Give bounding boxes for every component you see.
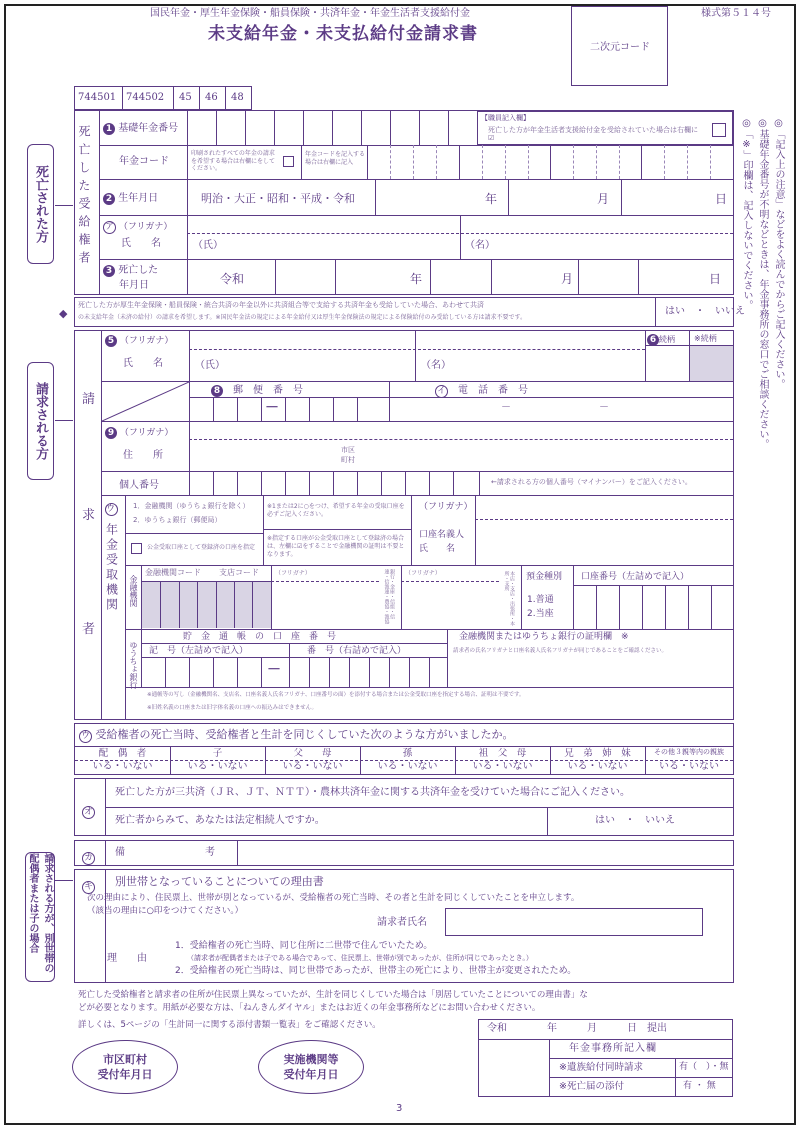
code-1: 744501 — [78, 92, 117, 103]
death-year-unit: 年 — [410, 272, 423, 286]
mutual-aid-section-2 — [74, 778, 734, 836]
reason-2[interactable]: 2．受給権者の死亡当時は、同じ世帯であったが、世帯主の死亡により、世帯主が変更されたため。 — [175, 966, 577, 976]
death-date-cells[interactable] — [275, 259, 733, 294]
agency-receipt-stamp: 実施機関等 受付年月日 — [258, 1040, 364, 1094]
account-no-cells[interactable] — [573, 585, 733, 629]
branch-name-field[interactable] — [401, 581, 499, 629]
certification-field[interactable] — [447, 643, 733, 687]
deceased-section — [74, 110, 734, 295]
program-line: 国民年金・厚生年金保険・船員保険・共済年金・年金生活者支援給付金 — [150, 8, 470, 19]
death-day-unit: 日 — [709, 272, 722, 286]
city-receipt-stamp: 市区町村 受付年月日 — [72, 1040, 178, 1094]
kigo-label: 記 号（左詰めで記入） — [149, 646, 249, 656]
claimant-label-2: 求 — [82, 508, 96, 523]
city-label-2: 町村 — [341, 456, 355, 464]
code-5: 48 — [231, 92, 244, 103]
footer-note-2: どが必要となります。用紙が必要な方は、「ねんきんダイヤル」またはお近くの年金事務所などにお問い合わせください。 — [78, 1003, 541, 1013]
family-choice-1[interactable]: いる・いない — [187, 761, 248, 772]
mutual2-q2: 死亡者からみて、あなたは法定相続人ですか。 — [115, 815, 325, 826]
mutual-aid-row — [74, 297, 745, 327]
separate-line-2: （該当の理由に○印をつけてください。） — [87, 906, 244, 916]
office-box — [478, 1019, 733, 1097]
side-note-3: ◎「※」印欄は、記入しないでください。 — [741, 118, 752, 310]
footer-note-3: 詳しくは、5ページの「生計同一に関する添付書類一覧表」をご確認ください。 — [78, 1020, 381, 1030]
certification-label: 金融機関またはゆうちょ銀行の証明欄 ※ — [459, 632, 629, 642]
submission-date[interactable]: 令和 年 月 日 提出 — [487, 1023, 667, 1034]
remarks-num: カ — [83, 853, 93, 863]
claimant-label-3: 者 — [82, 622, 96, 637]
bank-note-2: ※指定する口座が公金受取口座として登録済の場合は、左欄に☑をすることで金融機関の証明は不要となります。 — [267, 535, 405, 558]
public-account-checkbox[interactable] — [131, 543, 142, 554]
branch-code-label: 支店コード — [219, 568, 259, 577]
remarks-row — [74, 840, 734, 866]
death-label: 3 死亡した — [103, 265, 158, 277]
certification-note: 請求者の氏名フリガナと口座名義人氏名フリガナが同じであることをご確認ください。 — [453, 648, 667, 654]
death-month-unit: 月 — [561, 272, 574, 286]
birth-eras: 明治・大正・昭和・平成・令和 — [201, 192, 355, 205]
death-notice-choice[interactable]: 有 ・ 無 — [683, 1081, 716, 1091]
family-choice-4[interactable]: いる・いない — [472, 761, 533, 772]
death-era: 令和 — [220, 272, 245, 286]
mutual-text-2: の未支給年金（未済の給付）の請求を希望します。※国民年金法の規定による年金給付又は厚生年金保険法の規定による保険給付のみ受給している方は請求不要です。 — [78, 314, 527, 321]
deceased-given-name: （名） — [465, 240, 495, 251]
claimant-given-name: （名） — [421, 360, 451, 371]
claimant-name-label: 氏 名 — [123, 358, 163, 369]
relationship-field[interactable] — [646, 346, 689, 381]
family-grid — [75, 746, 733, 774]
code-3: 45 — [179, 92, 192, 103]
name-furigana-label: ア （フリガナ） — [104, 222, 173, 232]
staff-checkbox[interactable] — [712, 123, 726, 137]
birth-date-cells[interactable] — [375, 179, 733, 215]
mynumber-cells[interactable] — [189, 471, 479, 495]
relationship-mark: ※続柄 — [694, 334, 717, 343]
deceased-surname: （氏） — [193, 240, 223, 251]
diamond-icon: ◆ — [59, 307, 68, 320]
side-note-2: ◎基礎年金番号が不明などときは、年金事務所の窓口でご相談ください。 — [757, 118, 768, 449]
code-row — [74, 86, 252, 110]
family-col-1: 子 — [212, 748, 223, 759]
family-choice-6[interactable]: いる・いない — [659, 761, 719, 772]
mynumber-note: ←請求される方の個人番号（マイナンバー）をご記入ください。 — [491, 478, 692, 486]
reason-label: 理 由 — [107, 953, 147, 964]
bango-cells[interactable] — [289, 657, 447, 687]
claimant-furigana-label: 5 （フリガナ） — [105, 335, 173, 347]
basic-no-cells[interactable] — [187, 111, 477, 145]
postal-dash: － — [265, 400, 279, 416]
holder-label-2: 氏 名 — [419, 544, 456, 554]
postal-code-cells[interactable] — [189, 397, 389, 421]
phone-label: イ 電 話 番 号 — [436, 385, 528, 396]
pension-code-note2: 年金コードを記入する場合は右欄に記入 — [305, 151, 366, 166]
deceased-name-field[interactable] — [187, 215, 733, 259]
simultaneous-claim-choice[interactable]: 有（ ）・無 — [679, 1062, 729, 1072]
family-section — [74, 723, 734, 775]
phone-field[interactable] — [389, 397, 733, 421]
bank-vertical-label: ウ 年金受取機関 — [104, 504, 119, 613]
remarks-label: 備 考 — [115, 847, 215, 858]
staff-box-title: 【職員記入欄】 — [481, 114, 530, 122]
mutual-choice[interactable]: はい ・ いいえ — [665, 306, 745, 317]
separate-household-section — [74, 869, 734, 983]
deposit-type-options[interactable]: 1.普通 2.当座 — [527, 595, 563, 620]
mynumber-label: 個人番号 — [119, 480, 159, 491]
office-title: 年金事務所記入欄 — [569, 1043, 657, 1054]
relationship-label: 6 続柄 — [647, 334, 675, 346]
bank-option-1[interactable]: 1．金融機関（ゆうちょ銀行を除く） — [133, 502, 250, 510]
claimant-surname: （氏） — [195, 360, 225, 371]
pension-code-note: 印刷されたすべての年金の請求を希望する場合は右欄にをしてください。 — [191, 150, 276, 172]
family-col-0: 配 偶 者 — [98, 748, 147, 759]
family-choice-0[interactable]: いる・いない — [92, 761, 153, 772]
claimant-name-field[interactable] — [189, 331, 645, 381]
phone-dash-2: － — [599, 402, 609, 413]
holder-label-1: 口座名義人 — [419, 530, 465, 540]
account-no-label: 口座番号（左詰めで記入） — [581, 572, 690, 582]
side-note-1: ◎「記入上の注意」などをよく読んでからご記入ください。 — [773, 118, 784, 389]
account-holder-field[interactable] — [475, 495, 733, 565]
separate-num: キ — [83, 882, 93, 892]
copy-note-2: ※旧姓名義の口座または旧字体名義の口座への振込みはできません。 — [147, 705, 317, 711]
mutual2-q1: 死亡した方が三共済（ＪＲ、ＪＴ、ＮＴＴ）・農林共済年金に関する共済年金を受けていた場合にご記入ください。 — [115, 787, 630, 798]
mutual-text-1: 死亡した方が厚生年金保険・船員保険・統合共済の年金以外に共済組合等で支給する共済年金も受給していた場合、あわせて共済 — [78, 301, 484, 309]
passbook-label: 貯 金 通 帳 の 口 座 番 号 — [183, 632, 337, 642]
separate-title: 別世帯となっていることについての理由書 — [115, 875, 324, 888]
public-account-label: 公金受取口座として登録済の口座を指定 — [147, 544, 256, 551]
form-number: 様式第５１４号 — [701, 8, 771, 19]
postal-label: 8 郵 便 番 号 — [211, 385, 303, 397]
birth-year-unit: 年 — [485, 192, 498, 206]
postal-diagonal — [102, 382, 189, 422]
staff-box — [477, 111, 733, 145]
phone-dash-1: － — [501, 402, 511, 413]
form-title: 未支給年金・未支払給付金請求書 — [208, 24, 478, 44]
claimant-name-label-2: 請求者氏名 — [377, 917, 427, 928]
holder-furigana: （フリガナ） — [419, 502, 473, 512]
birth-day-unit: 日 — [715, 192, 728, 206]
reason-1[interactable]: 1．受給権者の死亡当時、同じ住所に二世帯で住んでいたため。 — [175, 941, 433, 951]
family-col-5: 兄 弟 姉 妹 — [564, 748, 631, 759]
family-choice-5[interactable]: いる・いない — [567, 761, 628, 772]
pension-code-cells[interactable] — [367, 145, 733, 179]
reason-1-detail: （請求者が配偶者または子である場合であって、住民票上、世帯が別であったが、住所が同じであったとき。） — [187, 954, 533, 962]
tag-claimant: 請求される方 — [27, 362, 54, 480]
branch-kinds: 本店・支店・出張所・本所・支所 — [503, 571, 515, 626]
branch-name-furigana: （フリガナ） — [405, 570, 441, 577]
mutual2-num: オ — [83, 807, 93, 817]
death-label-2: 年月日 — [119, 280, 149, 291]
birth-label: 2 生年月日 — [103, 193, 158, 205]
family-col-2: 父 母 — [293, 748, 332, 759]
kigo-dash: － — [267, 662, 281, 678]
family-col-3: 孫 — [402, 748, 413, 759]
claimant-section — [74, 330, 734, 720]
claimant-label-1: 請 — [82, 392, 96, 407]
code-2: 744502 — [126, 92, 165, 103]
bank-note-1: ※1または2に○をつけ、希望する年金の受取口座を必ずご記入ください。 — [267, 503, 405, 518]
address-label: 住 所 — [123, 450, 163, 461]
fi-code-cells[interactable] — [142, 582, 271, 628]
address-furigana-label: 9 （フリガナ） — [105, 427, 173, 439]
tag-spouse: 請求される方が、別世帯の配偶者または子の場合 — [25, 852, 55, 982]
family-choice-3[interactable]: いる・いない — [377, 761, 438, 772]
family-choice-2[interactable]: いる・いない — [282, 761, 343, 772]
family-col-6: その他３親等内の親族 — [654, 748, 724, 756]
fi-kinds: 銀行・金庫・信組・信連・信漁連・農協・漁協 — [383, 569, 395, 624]
mutual2-choice[interactable]: はい ・ いいえ — [595, 815, 675, 826]
city-label-1: 市区 — [341, 446, 355, 454]
pension-code-label: 年金コード — [119, 156, 169, 167]
deposit-type-label: 預金種別 — [526, 572, 563, 582]
copy-note-1: ※通帳等の写し（金融機関名、支店名、口座名義人氏名フリガナ、口座番号の面）を添付する場合または公金受取口座を指定する場合、証明は不要です。 — [147, 692, 525, 698]
fi-name-furigana: （フリガナ） — [275, 570, 311, 577]
qr-code-box — [571, 6, 668, 86]
page-number: 3 — [396, 1103, 403, 1114]
fi-code-label: 金融機関コード — [145, 568, 201, 577]
separate-line-1: 次の理由により、住民票上、世帯が別となっているが、受給権者の死亡当時、その者と生計を同じくしていたことを申立します。 — [87, 893, 580, 903]
family-question: ウ 受給権者の死亡当時、受給権者と生計を同じくしていた次のような方がいましたか。 — [80, 728, 514, 741]
bank-option-2[interactable]: 2．ゆうちょ銀行（郵便局） — [133, 516, 222, 524]
qr-label: 二次元コード — [590, 42, 650, 53]
tag-deceased: 死亡された方 — [27, 144, 54, 264]
pension-code-checkbox[interactable] — [283, 156, 294, 167]
footer-note-1: 死亡した受給権者と請求者の住所が住民票上異なっていたが、生計を同じくしていた場合は「別居していたことについての理由書」な — [78, 990, 588, 1000]
death-notice-label: ※死亡届の添付 — [559, 1081, 624, 1092]
fi-name-field[interactable] — [271, 581, 379, 629]
bango-label: 番 号（右詰めで記入） — [307, 646, 407, 656]
deceased-name-label: 氏 名 — [121, 238, 161, 249]
kigo-cells[interactable] — [141, 657, 289, 687]
birth-month-unit: 月 — [597, 192, 610, 206]
basic-no-label: 1 基礎年金番号 — [103, 123, 178, 135]
code-4: 46 — [205, 92, 218, 103]
address-field[interactable] — [189, 421, 733, 471]
fi-vertical-label: 金融機関 — [129, 575, 138, 607]
yucho-vertical-label: ゆうちょ銀行 — [129, 641, 138, 689]
remarks-field[interactable] — [237, 841, 733, 865]
staff-box-text: 死亡した方が年金生活者支援給付金を受給されていた場合は右欄に☑ — [488, 126, 698, 143]
simultaneous-claim-label: ※遺族給付同時請求 — [559, 1062, 643, 1073]
family-col-4: 祖 父 母 — [478, 748, 527, 759]
deceased-label: 死亡した受給権者 — [77, 125, 91, 269]
claimant-name-box[interactable] — [445, 908, 703, 936]
